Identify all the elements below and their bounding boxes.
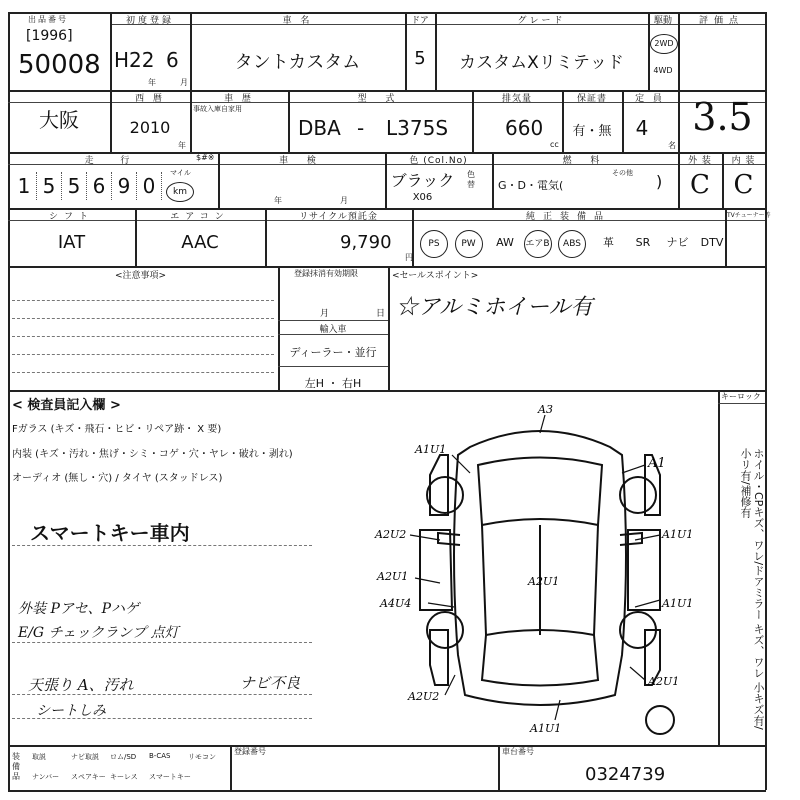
damage-label-a3: A3 <box>538 403 553 416</box>
odometer-digit: 9 <box>112 172 137 200</box>
inspector-title: < 検査員記入欄 > <box>12 398 121 413</box>
color-code: X06 <box>412 192 433 203</box>
equipment-label: 純正装備品 <box>525 212 611 222</box>
side-note: ホイル・CPキズ、ワレ/ドアミラー キズ、ワレ 小キズ有/小リ有/補修有 <box>739 448 765 730</box>
grade-label: グレード <box>517 16 566 26</box>
equipment-item: エアB <box>524 230 552 258</box>
damage-label-front-left: A1U1 <box>415 443 447 456</box>
shift: IAT <box>57 232 86 253</box>
history-label: 車 歴 <box>224 94 254 104</box>
fuel-close: ) <box>656 172 663 191</box>
damage-label-front-right: A1 <box>648 456 666 471</box>
footer-item: スペアキー <box>71 773 106 781</box>
door-count: 5 <box>414 48 426 69</box>
damage-label-rear-left: A2U2 <box>408 690 440 703</box>
exterior-grade: C <box>690 170 710 200</box>
damage-label-roof: A2U1 <box>528 575 560 588</box>
reg-month: 月 <box>320 309 330 319</box>
footer-item: スマートキー <box>149 773 191 781</box>
grade: カスタムXリミテッド <box>459 53 624 73</box>
footer-item: リモコン <box>188 753 216 761</box>
interior-grade: C <box>733 170 754 200</box>
odometer-digit: 5 <box>37 172 62 200</box>
footer-item: キーレス <box>110 773 138 781</box>
fuel-other: その他 <box>612 169 633 177</box>
type-label: 型 式 <box>357 94 403 104</box>
shaken-label: 車 検 <box>279 156 324 166</box>
score-label: 評価点 <box>698 16 744 26</box>
glass-line: Fガラス (キズ・飛石・ヒビ・リペア跡・ X 要) <box>12 424 222 435</box>
reg-day: 日 <box>376 309 386 319</box>
model-dash: - <box>357 116 365 140</box>
footer-item: ナンバー <box>32 773 60 781</box>
note-engine-lamp: E/G チェックランプ 点灯 <box>18 625 179 641</box>
color-change: 色替 <box>467 170 475 189</box>
door-label: ドア <box>411 16 429 26</box>
color-label: 色 (Col.No) <box>409 156 468 166</box>
chassis-label: 車台番号 <box>502 747 534 756</box>
equipment-item: PW <box>455 230 483 258</box>
sales-point-label: <セールスポイント> <box>392 271 479 281</box>
footer-item: ロム/SD <box>110 753 137 761</box>
capacity-unit: 名 <box>668 141 676 150</box>
steering-side: 左H ・ 右H <box>304 377 362 390</box>
recycle-label: リサイクル預託金 <box>299 212 378 222</box>
capacity: 4 <box>635 116 649 140</box>
damage-label-left-mid: A2U1 <box>377 570 409 583</box>
odometer-digit: 6 <box>87 172 112 200</box>
drive-2wd-circled: 2WD <box>650 34 678 54</box>
score: 3.5 <box>692 95 753 139</box>
km-circled: km <box>166 182 194 202</box>
fuel-label: 燃 料 <box>562 156 608 166</box>
aircon: AAC <box>181 232 219 253</box>
displacement-label: 排気量 <box>501 94 532 104</box>
history-sub: 事故入庫自家用 <box>193 105 242 113</box>
note-exterior: 外装 Pアセ、Pハゲ <box>18 601 140 617</box>
capacity-label: 定 員 <box>635 94 665 104</box>
import-label: 輸入車 <box>319 325 347 335</box>
odometer-digit: 5 <box>62 172 87 200</box>
model-code: L375S <box>386 116 449 140</box>
tuner-label: TVチューナー等 <box>727 212 771 219</box>
warranty-label: 保証書 <box>576 94 607 104</box>
equipment-item: PS <box>420 230 448 258</box>
damage-label-rear-right: A2U1 <box>648 675 680 688</box>
location: 大阪 <box>39 108 79 132</box>
color: ブラック <box>390 171 455 190</box>
interior-label: 内 装 <box>731 156 756 166</box>
first-reg-label: 初度登録 <box>125 16 174 26</box>
shift-label: シフト <box>48 212 94 222</box>
note-seat: シートしみ <box>36 703 106 719</box>
year-bracket: [1996] <box>26 28 73 44</box>
drive-label: 駆動 <box>653 16 672 26</box>
warranty: 有・無 <box>572 124 612 139</box>
shaken-month: 月 <box>340 196 348 205</box>
note-headliner: 天張り A、汚れ <box>28 676 134 694</box>
footer-equip-label: 装備品 <box>12 752 20 781</box>
year-unit: 年 <box>148 78 156 87</box>
reg-number-label: 登録番号 <box>234 747 266 756</box>
reg-expiry-label: 登録抹消有効期限 <box>294 269 358 278</box>
interior-line: 内装 (キズ・汚れ・焦げ・シミ・コゲ・穴・ヤレ・破れ・剥れ) <box>12 449 293 460</box>
dealer-parallel: ディーラー・並行 <box>289 346 377 359</box>
drive-4wd: 4WD <box>653 66 673 75</box>
equipment-item: 革 <box>603 236 614 249</box>
damage-label-right-rear: A1U1 <box>662 597 694 610</box>
mileage-label: 走 行 <box>84 156 142 166</box>
equipment-item: SR <box>635 236 651 249</box>
exterior-label: 外 装 <box>688 156 712 166</box>
top-left-label: 出品番号 <box>28 15 68 24</box>
displacement: 660 <box>505 116 544 140</box>
car-damage-diagram <box>360 395 715 745</box>
lot-number: 50008 <box>18 50 101 80</box>
seireki-label: 西 暦 <box>135 94 165 104</box>
footer-item: ナビ取説 <box>71 753 99 761</box>
odometer-digit: 0 <box>137 172 162 200</box>
model-year: 2010 <box>129 118 171 137</box>
audio-line: オーディオ (無し・穴) / タイヤ (スタッドレス) <box>12 473 223 484</box>
first-reg-era: H22 <box>114 48 155 72</box>
equipment-item: DTV <box>700 236 724 249</box>
smart-key-note: スマートキー車内 <box>30 521 190 545</box>
equipment-item: ナビ <box>666 236 689 249</box>
damage-label-left-rear: A4U4 <box>380 597 412 610</box>
odometer-digit: 1 <box>12 172 37 200</box>
equipment-item: AW <box>496 236 514 249</box>
footer-item: B-CAS <box>149 752 171 760</box>
chassis-number: 0324739 <box>585 764 666 785</box>
mile-label: マイル <box>170 169 191 177</box>
aircon-label: エアコン <box>170 212 230 222</box>
footer-item: 取説 <box>32 753 46 761</box>
car-name-label: 車 名 <box>282 16 313 26</box>
damage-label-right-door: A1U1 <box>662 528 694 541</box>
fuel-options: G・D・電気( <box>498 179 564 192</box>
caution-label: <注意事項> <box>115 271 167 281</box>
recycle-fee: 9,790 <box>340 232 392 253</box>
year-unit-2: 年 <box>178 141 186 150</box>
mod-label: $#※ <box>196 153 215 162</box>
cc-unit: cc <box>550 140 559 149</box>
keylock-label: キーロック <box>721 392 761 401</box>
model-prefix: DBA <box>298 116 341 140</box>
damage-label-rear-bumper: A1U1 <box>530 722 562 735</box>
month-unit: 月 <box>180 78 188 87</box>
note-navi: ナビ不良 <box>240 674 301 692</box>
damage-label-left-door: A2U2 <box>375 528 407 541</box>
sales-point: ☆アルミホイール有 <box>396 295 593 320</box>
odometer <box>12 172 162 200</box>
equipment-item: ABS <box>558 230 586 258</box>
car-name: タントカスタム <box>234 52 361 73</box>
shaken-year: 年 <box>274 196 282 205</box>
yen-unit: 円 <box>405 253 413 262</box>
first-reg-month: 6 <box>166 48 179 72</box>
